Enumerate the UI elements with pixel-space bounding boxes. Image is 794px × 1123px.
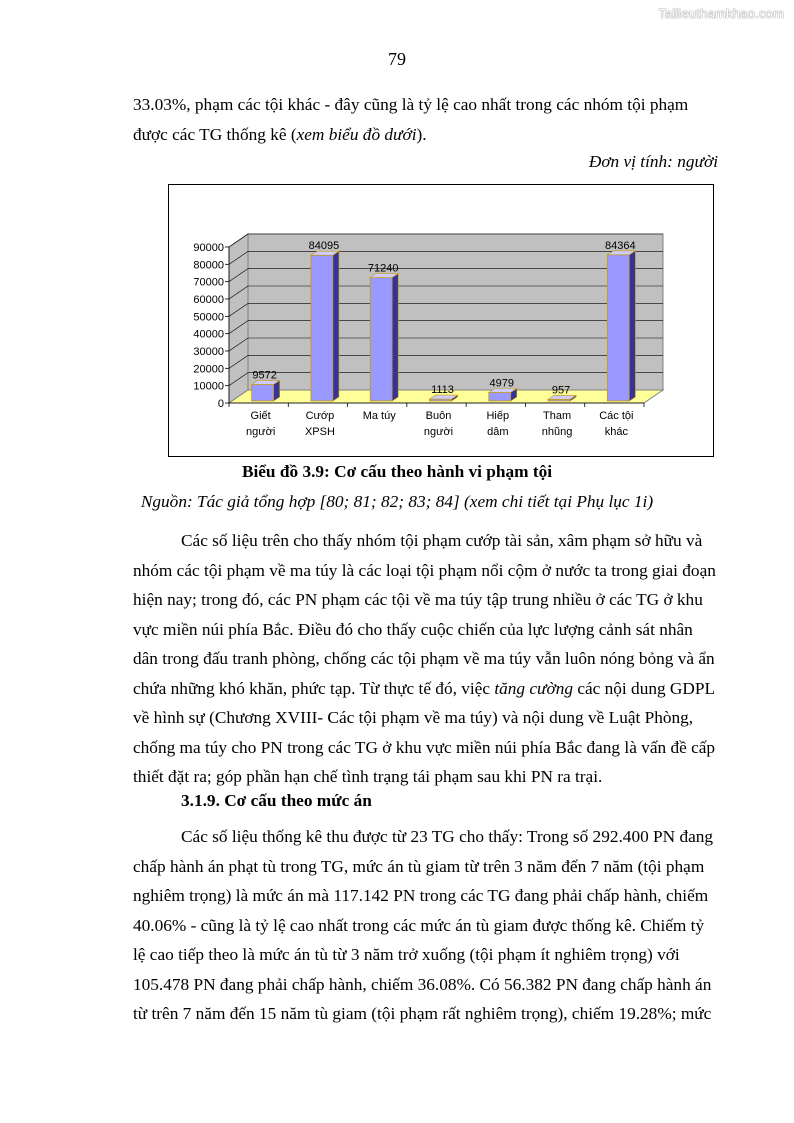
chart-side-wall: [229, 234, 248, 403]
p3-line-2: chấp hành án phạt tù trong TG, mức án tù giam từ trên 3 năm đến 7 năm (tội phạm: [133, 856, 705, 876]
intro-paragraph: [133, 90, 718, 149]
data-label: 4979: [489, 377, 515, 390]
x-tick-label: người: [423, 426, 454, 438]
intro-line-1: 33.03%, phạm các tội khác - đây cũng là tỷ lệ cao nhất trong các nhóm tội phạm: [133, 95, 689, 114]
bar-front: [370, 278, 392, 401]
chart-back-wall: [248, 234, 663, 390]
data-label: 71240: [367, 262, 399, 275]
p2-line-4: vực miền núi phía Bắc. Điều đó cho thấy cuộc chiến của lực lượng cảnh sát nhân: [133, 619, 693, 639]
bar-side: [629, 251, 635, 401]
y-tick-label: 20000: [193, 363, 224, 376]
data-label: 84364: [605, 239, 636, 252]
watermark: Tailieuthamkhao.com: [658, 6, 784, 21]
p2-line-7: về hình sự (Chương XVIII- Các tội phạm về ma túy) và nội dung về Luật Phòng,: [133, 708, 694, 727]
bar-side: [333, 251, 339, 401]
y-tick-label: 30000: [193, 346, 224, 358]
data-label: 957: [551, 384, 571, 397]
body-paragraph-3: [133, 822, 718, 1029]
body-paragraph-2: [133, 526, 718, 792]
p2-line-2: nhóm các tội phạm về ma túy là các loại tội phạm nổi cộm ở nước ta trong giai đoạn: [133, 560, 716, 580]
x-tick-label: XPSH: [304, 426, 335, 438]
bar-front: [607, 255, 629, 401]
x-tick-label: Buôn: [425, 410, 452, 422]
chart-frame: [168, 184, 714, 457]
page-number: 79: [388, 49, 406, 69]
x-tick-label: Ma túy: [362, 410, 396, 422]
p3-line-5: lệ cao tiếp theo là mức án tù từ 3 năm trở xuống (tội phạm ít nghiêm trọng) với: [133, 945, 680, 964]
y-tick-label: 70000: [193, 276, 224, 289]
p3-line-6: 105.478 PN đang phải chấp hành, chiếm 36.08%. Có 56.382 PN đang chấp hành án: [133, 974, 712, 994]
chart-source: Nguồn: Tác giả tổng hợp [80; 81; 82; 83; 84] (xem chi tiết tại Phụ lục 1i): [140, 492, 654, 511]
chart-caption: Biểu đồ 3.9: Cơ cấu theo hành vi phạm tội: [241, 462, 553, 481]
x-tick-label: người: [246, 426, 276, 438]
p2-line-6-pre: chứa những khó khăn, phức tạp. Từ thực tế đó, việc: [133, 678, 495, 698]
x-tick-label: khác: [604, 426, 628, 438]
y-tick-label: 90000: [193, 242, 224, 254]
y-tick-label: 40000: [193, 328, 224, 341]
p3-line-3: nghiêm trọng) là mức án mà 117.142 PN trong các TG đang phải chấp hành, chiếm: [133, 886, 709, 905]
p2-line-6-italic: tăng cường: [494, 678, 573, 698]
x-tick-label: Tham: [543, 410, 572, 422]
intro-line-2-pre: được các TG thống kê (: [133, 124, 297, 144]
bar-side: [392, 274, 398, 401]
p2-line-1: Các số liệu trên cho thấy nhóm tội phạm cướp tài sản, xâm phạm sở hữu và: [181, 531, 703, 550]
p2-line-8: chống ma túy cho PN trong các TG ở khu vực miền núi phía Bắc đang là vấn đề cấp: [133, 737, 716, 757]
section-heading: 3.1.9. Cơ cấu theo mức án: [181, 791, 372, 810]
data-label: 1113: [431, 384, 454, 397]
x-tick-label: nhũng: [541, 426, 573, 438]
bar-front: [489, 392, 511, 401]
y-tick-label: 50000: [193, 311, 224, 324]
p3-line-4: 40.06% - cũng là tỷ lệ cao nhất trong các mức án tù giam được thống kê. Chiếm tỷ: [133, 915, 705, 935]
y-tick-label: 0: [217, 398, 224, 410]
bar-front: [311, 255, 333, 401]
p3-line-1: Các số liệu thống kê thu được từ 23 TG cho thấy: Trong số 292.400 PN đang: [181, 827, 714, 846]
x-tick-label: dâm: [487, 426, 509, 438]
x-tick-label: Các tội: [599, 410, 634, 422]
data-label: 84095: [308, 240, 340, 253]
x-tick-label: Giết: [250, 410, 271, 422]
p2-line-5: dân trong đấu tranh phòng, chống các tội phạm về ma túy vẫn luôn nóng bỏng và ẩn: [133, 649, 715, 668]
p2-line-9: thiết đặt ra; góp phần hạn chế tình trạng tái phạm sau khi PN ra trại.: [133, 767, 603, 786]
y-tick-label: 60000: [193, 294, 224, 306]
data-label: 9572: [252, 369, 277, 382]
y-tick-label: 10000: [193, 380, 224, 393]
p2-line-3: hiện nay; trong đó, các PN phạm các tội về ma túy tập trung nhiều ở các TG ở khu: [133, 590, 703, 609]
unit-label: Đơn vị tính: người: [588, 152, 718, 171]
intro-line-2-italic: xem biểu đồ dưới: [296, 124, 417, 144]
p2-line-6-post: các nội dung GDPL: [573, 678, 716, 698]
x-tick-label: Cướp: [305, 410, 335, 422]
y-tick-label: 80000: [193, 259, 224, 272]
p3-line-7: từ trên 7 năm đến 15 năm tù giam (tội phạm rất nghiêm trọng), chiếm 19.28%; mức: [133, 1004, 712, 1023]
bar-chart: [169, 185, 713, 456]
intro-line-2-post: ).: [416, 124, 427, 144]
bar-front: [252, 384, 274, 401]
x-tick-label: Hiếp: [486, 410, 510, 422]
